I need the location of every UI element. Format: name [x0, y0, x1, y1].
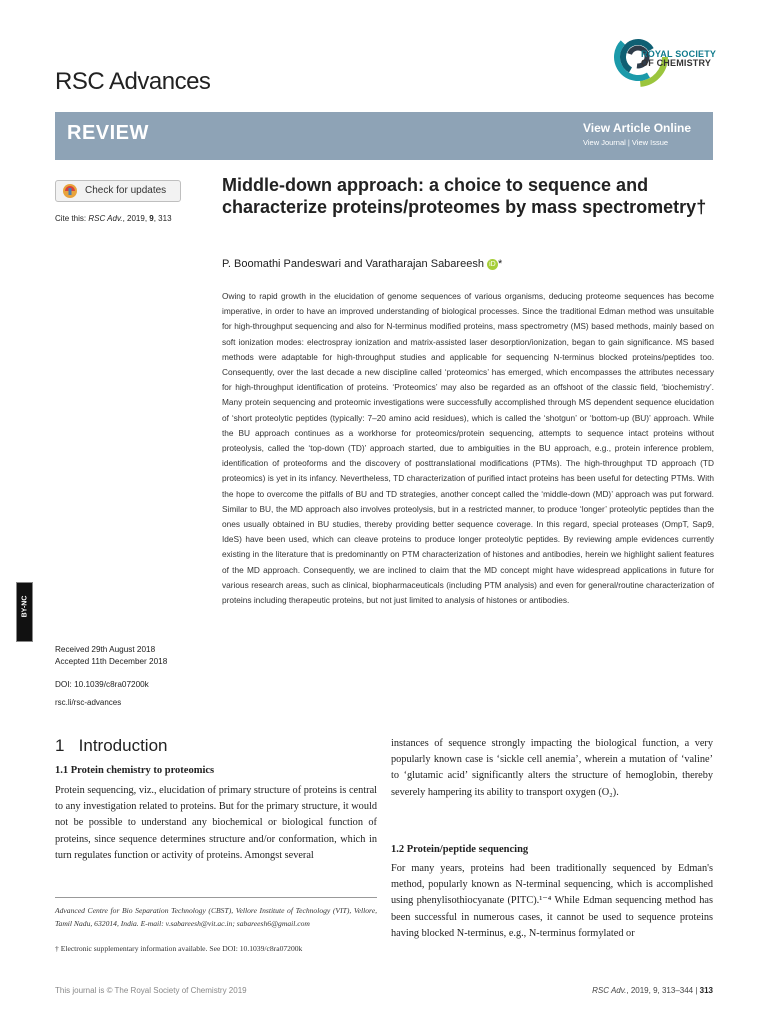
- article-title: Middle-down approach: a choice to sequence and characterize proteins/proteomes by mass spectrometry†: [222, 175, 707, 217]
- rsc-logo-line1: ROYAL SOCIETY: [641, 49, 717, 59]
- orcid-icon[interactable]: iD: [487, 259, 498, 270]
- subsection-heading-1-1: 1.1 Protein chemistry to proteomics: [55, 765, 215, 776]
- journal-link[interactable]: rsc.li/rsc-advances: [55, 698, 122, 707]
- received-date: Received 29th August 2018: [55, 645, 156, 654]
- section-number: 1: [55, 736, 65, 755]
- check-updates-icon: [62, 183, 78, 199]
- footer-citation: [592, 986, 713, 995]
- section-heading-introduction: [55, 736, 167, 756]
- check-updates-label: Check for updates: [85, 185, 167, 196]
- rsc-logo-line2: OF CHEMISTRY: [641, 58, 712, 68]
- cite-volume: 9: [149, 214, 154, 223]
- author-affiliation: Advanced Centre for Bio Separation Technology (CBST), Vellore Institute of Technology (VIT), Vellore, Tamil Nadu, 632014, India. E-mail: v.sabareesh@vit.ac.in; sabareesh6@gmail.com: [55, 906, 377, 928]
- journal-name: RSC Advances: [55, 68, 211, 95]
- footer-details: , 2019, 9, 313–344 |: [626, 986, 700, 995]
- authors: [222, 258, 502, 270]
- subsection-heading-1-2: 1.2 Protein/peptide sequencing: [391, 844, 529, 855]
- cc-license-label: BY-NC: [21, 595, 29, 618]
- footnote-divider: [55, 897, 377, 898]
- abstract: Owing to rapid growth in the elucidation of genome sequences of various organisms, deducing proteome sequences has become imperative, in order to have an improved understanding of biological processes. Since the traditional Edman method was unsuitable for high-throughput sequencing and also for N-terminus modified proteins, mass spectrometry (MS) based methods, mainly based on soft ionization modes: electrospray ionization and matrix-assisted laser desorption/ionization, began to gain significance. MS based methods were adaptable for high-throughput studies and applicable for sequencing N-terminus blocked proteins/peptides too. Consequently, over the last decade a new discipline called ‘proteomics’ has emerged, which encompasses the attributes necessary for high-throughput identification of proteins. ‘Proteomics’ may also be regarded as an offshoot of the classic field, ‘biochemistry’. Many protein sequencing and proteomic investigations were successfully accomplished through MS dependent sequence elucidation of ‘short proteolytic peptides (typically: 7–20 amino acid residues), which is called the ‘shotgun’ or ‘bottom-up (BU)’ approach. While the BU approach continues as a workhorse for proteomics/protein sequencing, attempts to sequence intact proteins without proteolysis, called the ‘top-down (TD)’ approach started, due to ambiguities in the BU approach, e.g., protein inference problem, identification of proteoforms and the discovery of posttranslational modifications (PTMs). The high-throughput TD approach (TD proteomics) is yet in its infancy. Nevertheless, TD characterization of purified intact proteins has been useful for detecting PTMs. With the hope to overcome the pitfalls of BU and TD strategies, another concept called the ‘middle-down (MD)’ approach was put forward. Similar to BU, the MD approach also involves proteolysis, but in a restricted manner, to produce ‘longer’ proteolytic peptides than the ones usually obtained in BU studies, thereby providing better sequence coverage. In this regard, special proteases (OmpT, Sap9, IdeS) have been used, which can cleave proteins to produce longer proteolytic peptides. By reviewing ample evidences currently existing in the literature that is predominantly on PTM characterization of histones and antibodies, herein we highlight salient features of the MD approach. Consequently, we are inclined to claim that the MD concept might have widespread applications in future for various research areas, such as clinical, biopharmaceuticals (including PTM analysis) and even for general/routine characterization of proteins including therapeutic proteins, but not just limited to analysis of histones or antibodies.: [222, 291, 714, 606]
- corresponding-mark: *: [497, 258, 503, 270]
- rsc-logo: [608, 22, 718, 92]
- cc-license-badge[interactable]: [16, 582, 33, 642]
- citation: [55, 214, 172, 223]
- article-type-label: REVIEW: [67, 122, 149, 144]
- page-number: 313: [699, 986, 713, 995]
- author-names: P. Boomathi Pandeswari and Varatharajan Sabareesh: [222, 258, 484, 270]
- doi[interactable]: DOI: 10.1039/c8ra07200k: [55, 680, 149, 689]
- view-article-online-link[interactable]: View Article Online: [583, 121, 692, 135]
- cite-journal: RSC Adv.: [88, 214, 123, 223]
- article-type-bar: [55, 112, 713, 160]
- footer-copyright: This journal is © The Royal Society of Chemistry 2019: [55, 986, 247, 995]
- received-dates: [55, 644, 167, 668]
- esi-footnote: † Electronic supplementary information available. See DOI: 10.1039/c8ra07200k: [55, 944, 303, 953]
- view-journal-issue-links[interactable]: View Journal | View Issue: [583, 138, 669, 147]
- accepted-date: Accepted 11th December 2018: [55, 657, 168, 666]
- check-for-updates-button[interactable]: [55, 180, 181, 202]
- footer-journal: RSC Adv.: [592, 986, 627, 995]
- cite-prefix: Cite this:: [55, 214, 89, 223]
- cite-pages: , 313: [153, 214, 172, 223]
- section-title: Introduction: [78, 736, 168, 755]
- cite-year: , 2019,: [122, 214, 150, 223]
- body-paragraph-col2-top: instances of sequence strongly impacting the biological function, a very popularly known case is ‘sickle cell anemia’, wherein a mutation of ‘valine’ to ‘glutamic acid’ significantly alters the structure of hemoglobin, thereby severely hampering its ability to transport oxygen (O₂).: [391, 738, 713, 798]
- body-paragraph-col2: For many years, proteins had been traditionally sequenced by Edman's method, popularly known as N-terminal sequencing, which is accomplished using phenylisothiocyanate (PITC).¹⁻⁴ While Edman sequencing method has been successful in numerous cases, it cannot be used to sequence proteins having blocked N-terminus, e.g., N-terminus formylated or: [391, 863, 713, 939]
- body-paragraph-col1: Protein sequencing, viz., elucidation of primary structure of proteins is central to any investigation related to proteins. But for the primary structure, it would not be possible to understand any biochemical or biological function of proteins, since sequence determines structure and/or conformation, which in turn regulates function or activity of proteins. Amongst several: [55, 785, 377, 861]
